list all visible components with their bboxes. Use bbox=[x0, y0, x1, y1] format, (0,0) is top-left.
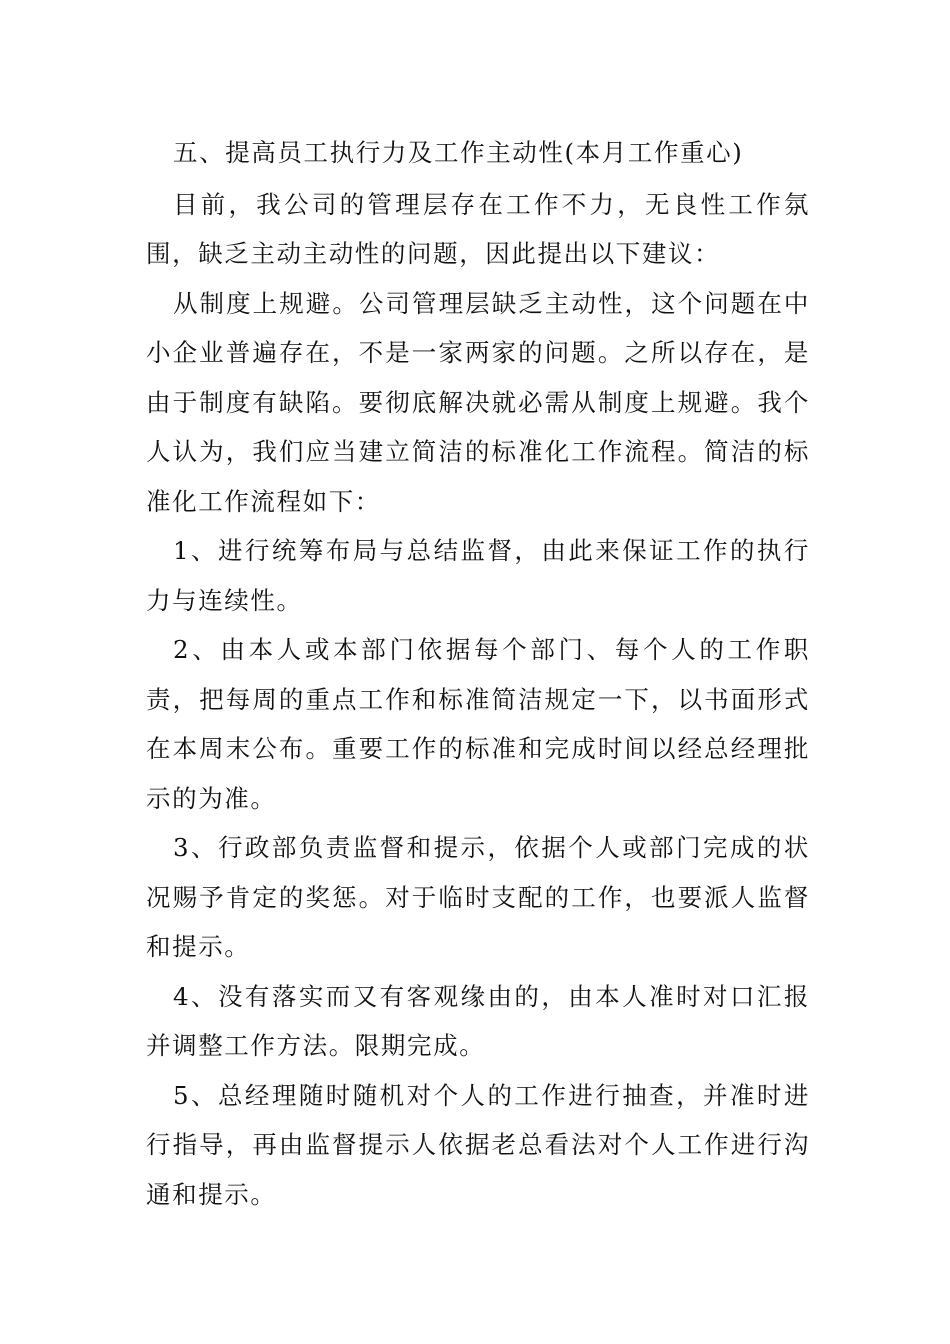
list-item-3: 3、行政部负责监督和提示，依据个人或部门完成的状况赐予肯定的奖惩。对于临时支配的工作，也要派人监督和提示。 bbox=[146, 833, 810, 961]
paragraph-intro: 目前，我公司的管理层存在工作不力，无良性工作氛围，缺乏主动主动性的问题，因此提出以下建议： bbox=[146, 189, 810, 268]
section-heading: 五、提高员工执行力及工作主动性(本月工作重心) bbox=[173, 138, 744, 167]
list-item-2: 2、由本人或本部门依据每个部门、每个人的工作职责，把每周的重点工作和标准简洁规定一下，以书面形式在本周末公布。重要工作的标准和完成时间以经总经理批示的为准。 bbox=[146, 635, 810, 813]
list-item-4: 4、没有落实而又有客观缘由的，由本人准时对口汇报并调整工作方法。限期完成。 bbox=[146, 981, 810, 1060]
document-body bbox=[146, 128, 810, 1219]
paragraph-proposal: 从制度上规避。公司管理层缺乏主动性，这个问题在中小企业普遍存在，不是一家两家的问题。之所以存在，是由于制度有缺陷。要彻底解决就必需从制度上规避。我个人认为，我们应当建立简洁的标准化工作流程。简洁的标准化工作流程如下： bbox=[146, 288, 810, 516]
list-item-5: 5、总经理随时随机对个人的工作进行抽查，并准时进行指导，再由监督提示人依据老总看法对个人工作进行沟通和提示。 bbox=[146, 1080, 810, 1209]
list-item-1: 1、进行统筹布局与总结监督，由此来保证工作的执行力与连续性。 bbox=[146, 536, 810, 615]
